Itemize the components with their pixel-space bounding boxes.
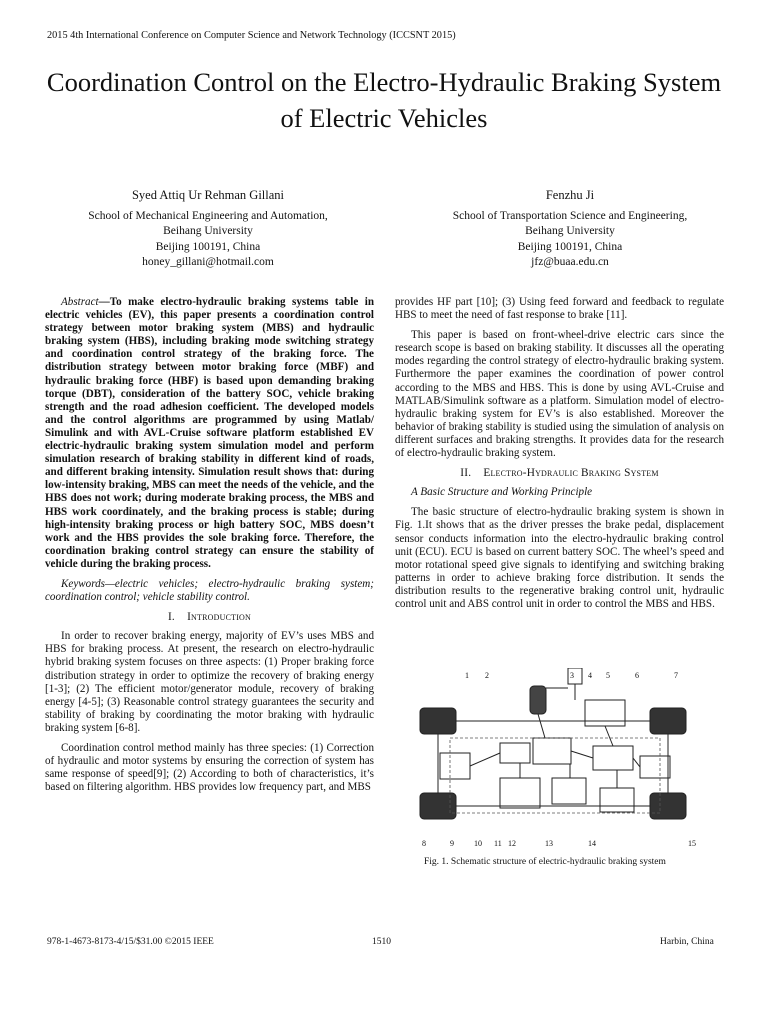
author-affiliation: School of Mechanical Engineering and Automation, xyxy=(88,209,328,222)
figure-label: 6 xyxy=(635,671,639,680)
figure-schematic xyxy=(410,668,720,853)
intro-paragraph-2: Coordination control method mainly has three species: (1) Correction of hydraulic and motor systems by ensuring the correction of system has same response of speed[9]; (2) According to both of characteristics, it’s based on filtering algorithm. HBS provides low frequency part, and MBS xyxy=(45,742,374,794)
connection-line xyxy=(538,714,545,738)
footer-location: Harbin, China xyxy=(660,937,714,947)
figure-label: 8 xyxy=(422,839,426,848)
intro-paragraph-1: In order to recover braking energy, majority of EV’s uses MBS and HBS for braking process. At present, the research on electro-hydraulic hybrid braking system focuses on three aspects: (1) Proper braking force distribution strategy in order to optimize the recovery of braking energy [1-3]; (2) The efficient motor/generator module, recovery of braking energy [4-5]; (3) Reasonable control strategy guarantees the security and stability of braking by coordinating the motor braking with hydraulic braking system [6-8]. xyxy=(45,630,374,734)
author-name: Syed Attiq Ur Rehman Gillani xyxy=(131,188,285,202)
author-city: Beijing 100191, China xyxy=(155,240,261,253)
section-heading-introduction xyxy=(45,611,374,624)
module-box xyxy=(500,778,540,808)
author-city: Beijing 100191, China xyxy=(517,240,623,253)
figure-label: 2 xyxy=(485,671,489,680)
figure-label: 4 xyxy=(588,671,592,680)
wheel-rear-right xyxy=(650,793,686,819)
author-email[interactable]: honey_gillani@hotmail.com xyxy=(142,256,274,268)
abstract-label: Abstract xyxy=(61,296,99,308)
figure-caption: Fig. 1. Schematic structure of electric-hydraulic braking system xyxy=(424,857,666,867)
module-box xyxy=(500,743,530,763)
section-title: Introduction xyxy=(187,611,252,624)
figure-label: 14 xyxy=(588,839,596,848)
figure-label: 1 xyxy=(465,671,469,680)
figure-label: 10 xyxy=(474,839,482,848)
figure-label: 9 xyxy=(450,839,454,848)
keywords: Keywords—electric vehicles; electro-hydraulic braking system; coordination control; vehicle stability control. xyxy=(45,577,374,604)
figure-label: 5 xyxy=(606,671,610,680)
module-box xyxy=(552,778,586,804)
pedal-linkage xyxy=(546,684,575,700)
subsection-heading: A Basic Structure and Working Principle xyxy=(411,486,593,499)
paper-title: Coordination Control on the Electro-Hydraulic Braking System of Electric Vehicles xyxy=(46,67,722,133)
abstract-text: —To make electro-hydraulic braking systems table in electric vehicles (EV), this paper presents a coordination control strategy between motor braking system (MBS) and hydraulic braking system (HBS), including braking mode switching strategy and coordination control strategy of the braking force. The distribution strategy between motor braking force (MBF) and hydraulic braking force (HBF) is based upon demanding braking torque (DBT), consideration of the battery SOC, vehicle braking strength and the road adhesion coefficient. The developed models and the control algorithms are programmed by using Matlab/ Simulink and with AVL-Cruise software platform established EV electric-hydraulic braking system simulation model and perform simulation research of braking stability in different kind of roads, and different braking intensity. Simulation result shows that: during low-intensity braking, MBS can meet the needs of the vehicle, and the HBS does not work; during moderate braking process, the MBS and HBS work coordinately, and the braking process is stable; during high-intensity braking process or high battery SOC, MBS doesn’t work and the HBS provides the sole braking force. Therefore, the coordination braking control strategy can ensure the stability of vehicle during the braking process. xyxy=(45,296,374,570)
figure-label: 12 xyxy=(508,839,516,848)
section-heading-ehb xyxy=(395,467,724,480)
figure-label: 13 xyxy=(545,839,553,848)
wheel-front-right xyxy=(650,708,686,734)
abstract xyxy=(45,296,374,571)
connection-line xyxy=(571,751,593,758)
author-name: Fenzhu Ji xyxy=(545,188,595,202)
module-box xyxy=(585,700,625,726)
section-number: I. xyxy=(167,611,175,624)
ehb-paragraph-1: The basic structure of electro-hydraulic braking system is shown in Fig. 1.It shows that as the driver presses the brake pedal, displacement sensor conducts information into the electro-hydraulic braking control unit (ECU). ECU is based on current battery SOC. The wheel’s speed and motor rotational speed give signals to identifying and switching braking patterns in order to achieve braking force distribution. It sends the distribution results to the regenerative braking control unit, hydraulic control unit and ABS control unit in order to control the MBS and HBS. xyxy=(395,506,724,610)
intro-paragraph-2-continued: provides HF part [10]; (3) Using feed forward and feedback to regulate HBS to meet the need of fast response to brake [11]. xyxy=(395,296,724,322)
author-email[interactable]: jfz@buaa.edu.cn xyxy=(531,256,609,268)
author-block-1 xyxy=(48,188,368,271)
left-column xyxy=(45,296,374,801)
footer-page-number: 1510 xyxy=(372,937,391,947)
section-title: Electro-Hydraulic Braking System xyxy=(483,467,659,480)
module-box xyxy=(593,746,633,770)
footer-isbn: 978-1-4673-8173-4/15/$31.00 ©2015 IEEE xyxy=(47,937,214,947)
author-block-2 xyxy=(410,188,730,271)
master-cylinder xyxy=(530,686,546,714)
intro-paragraph-3: This paper is based on front-wheel-drive electric cars since the research scope is based on braking stability. It discusses all the operating modes regarding the control strategy of electro-hydraulic braking system. Furthermore the paper examines the coordination of power control according to the MBS and HBS. This is done by using AVL-Cruise and MATLAB/Simulink software as a platform. Simulation model of electro-hydraulic braking system for EV’s is also established. Moreover the behavior of braking stability is studied using the simulation of analysis on different surfaces and braking strengths. It provides data for the research of electro-hydraulic braking system. xyxy=(395,329,724,460)
author-affiliation: School of Transportation Science and Engineering, xyxy=(452,209,688,222)
module-box xyxy=(600,788,634,812)
figure-label: 15 xyxy=(688,839,696,848)
module-box xyxy=(440,753,470,779)
right-column xyxy=(395,296,724,618)
figure-label: 11 xyxy=(494,839,502,848)
module-box xyxy=(533,738,571,764)
author-university: Beihang University xyxy=(163,225,253,237)
section-number: II. xyxy=(460,467,472,480)
figure-label: 3 xyxy=(570,671,574,680)
wheel-front-left xyxy=(420,708,456,734)
connection-line xyxy=(470,753,500,766)
author-university: Beihang University xyxy=(525,225,615,237)
conference-header: 2015 4th International Conference on Computer Science and Network Technology (ICCSNT 2015) xyxy=(47,30,456,41)
figure-label: 7 xyxy=(674,671,678,680)
connection-line xyxy=(605,726,613,746)
module-box xyxy=(640,756,670,778)
wheel-rear-left xyxy=(420,793,456,819)
connection-line xyxy=(633,758,640,767)
